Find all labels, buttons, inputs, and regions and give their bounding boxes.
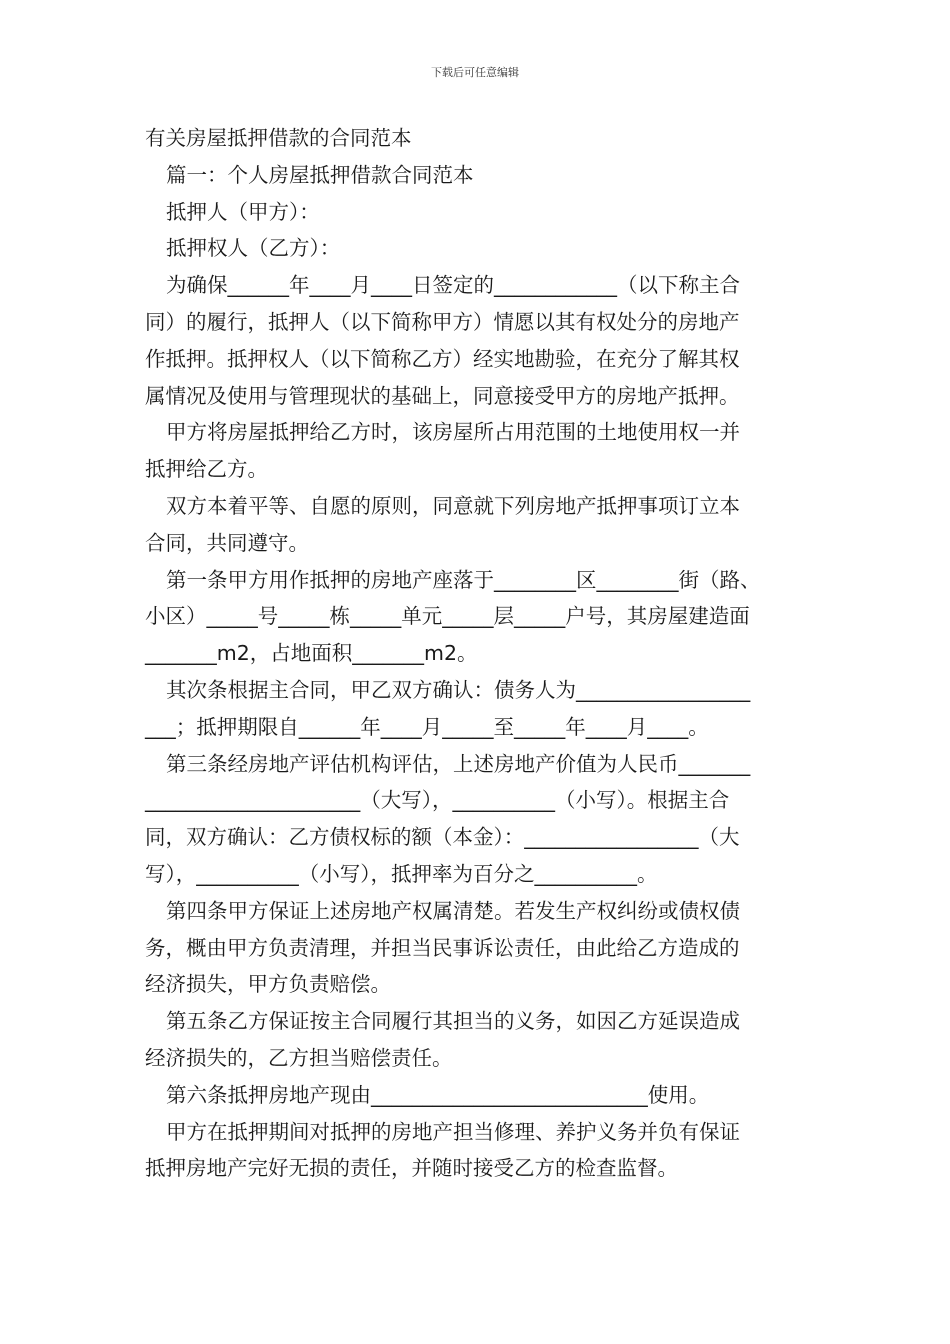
paragraph-line: _____________________（大写），__________（小写）。根据主合 bbox=[145, 788, 730, 813]
paragraph-line: 甲方在抵押期间对抵押的房地产担当修理、养护义务并负有保证 bbox=[166, 1119, 740, 1144]
paragraph-line: 抵押人（甲方）： bbox=[166, 199, 320, 224]
paragraph-line: 经济损失的，乙方担当赔偿责任。 bbox=[145, 1045, 453, 1070]
paragraph-line: 抵押房地产完好无损的责任，并随时接受乙方的检查监督。 bbox=[145, 1156, 678, 1181]
paragraph-line: 务，概由甲方负责清理，并担当民事诉讼责任，由此给乙方造成的 bbox=[145, 935, 740, 960]
paragraph-line: 篇一：个人房屋抵押借款合同范本 bbox=[166, 162, 474, 187]
paragraph-line: 属情况及使用与管理现状的基础上，同意接受甲方的房地产抵押。 bbox=[145, 383, 740, 408]
paragraph-line: 合同，共同遵守。 bbox=[145, 530, 309, 555]
paragraph-line: 其次条根据主合同，甲乙双方确认：债务人为_________________ bbox=[166, 677, 751, 702]
paragraph-line: 第四条甲方保证上述房地产权属清楚。若发生产权纠纷或债权债 bbox=[166, 898, 740, 923]
paragraph-line: 甲方将房屋抵押给乙方时，该房屋所占用范围的土地使用权一并 bbox=[166, 420, 740, 445]
paragraph-line: 同，双方确认：乙方债权标的额（本金）：_________________（大 bbox=[145, 825, 740, 850]
paragraph-line: _______m2，占地面积_______m2。 bbox=[145, 641, 478, 666]
document-title: 有关房屋抵押借款的合同范本 bbox=[145, 126, 412, 150]
paragraph-line: 小区）_____号_____栋_____单元_____层_____户号，其房屋建造面 bbox=[145, 604, 750, 629]
paragraph-line: 双方本着平等、自愿的原则，同意就下列房地产抵押事项订立本 bbox=[166, 493, 740, 518]
paragraph-line: 为确保______年____月____日签定的____________（以下称主合 bbox=[166, 273, 740, 298]
paragraph-line: 第一条甲方用作抵押的房地产座落于________区________街（路、 bbox=[166, 567, 761, 592]
paragraph-line: 第五条乙方保证按主合同履行其担当的义务，如因乙方延误造成 bbox=[166, 1009, 740, 1034]
paragraph-line: 经济损失，甲方负责赔偿。 bbox=[145, 972, 391, 997]
paragraph-line: 作抵押。抵押权人（以下简称乙方）经实地勘验，在充分了解其权 bbox=[145, 346, 740, 371]
paragraph-line: 同）的履行，抵押人（以下简称甲方）情愿以其有权处分的房地产 bbox=[145, 309, 740, 334]
paragraph-line: 抵押给乙方。 bbox=[145, 457, 268, 482]
paragraph-line: 抵押权人（乙方）： bbox=[166, 236, 341, 261]
page-header-note: 下载后可任意编辑 bbox=[431, 66, 519, 79]
document-body bbox=[145, 120, 810, 1187]
paragraph-line: 第三条经房地产评估机构评估，上述房地产价值为人民币_______ bbox=[166, 751, 751, 776]
paragraph-line: 写），__________（小写），抵押率为百分之__________。 bbox=[145, 861, 658, 886]
paragraph-line: 第六条抵押房地产现由___________________________使用。 bbox=[166, 1082, 710, 1107]
paragraph-line: ___；抵押期限自______年____月_____至_____年____月____。 bbox=[145, 714, 709, 739]
